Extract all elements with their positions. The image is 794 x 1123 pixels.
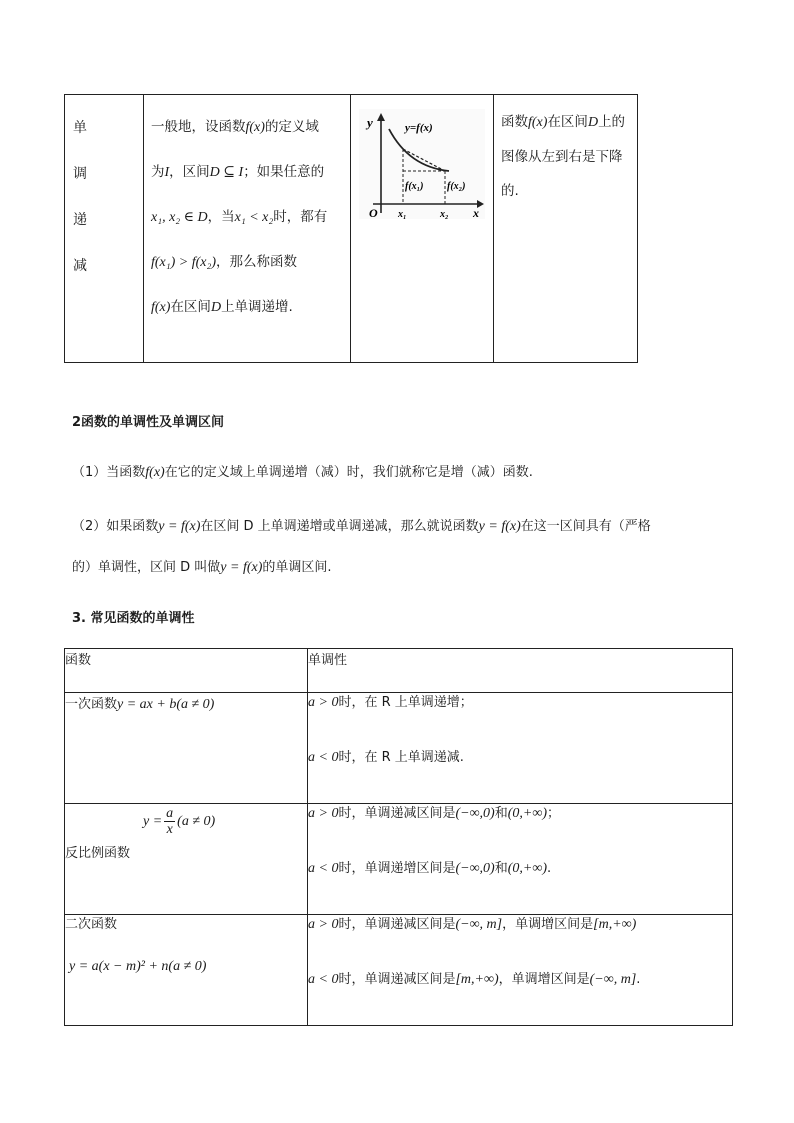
function-cell [65,915,308,1026]
monotonicity-cell [308,915,733,1026]
condition: a > 0 [308,806,339,821]
interval: (0,+∞) [507,861,548,876]
condition: a < 0 [308,861,339,876]
monotonicity-cell [308,693,733,804]
section2-item2-line1 [72,517,651,537]
table-row [65,804,733,915]
label-char: 单 [73,120,87,136]
def-math: D [210,300,222,315]
item2-text: 在这一区间具有（严格 [520,519,651,534]
def-math: f(x) [151,300,171,315]
y-axis-arrow [377,113,385,121]
decreasing-function-graph [359,109,485,219]
rule-text: 和 [494,861,508,876]
desc-text: 上的图像从左到右是下降的. [501,114,626,199]
item2-text: （2）如果函数 [72,519,159,534]
item2-text: 在区间 D 上单调递增或单调递减，那么就说函数 [200,519,479,534]
rule-text: ，单调增区间是 [498,972,590,987]
formula-denominator: x [166,822,173,837]
x1-label: x₁ [398,209,407,219]
x-axis-label: x [473,206,479,219]
x2-label: x₂ [440,209,449,219]
interval: [m,+∞) [455,972,499,987]
rule-text: 和 [494,806,508,821]
def-text: 在区间 [170,299,211,315]
curve-label: y=f(x) [405,122,433,134]
function-formula: y = a(x − m)² + n(a ≠ 0) [69,959,207,974]
function-name: 反比例函数 [65,846,131,861]
rule-text: ； [547,806,561,821]
interval: [m,+∞) [593,917,637,932]
interval: (−∞, m] [589,972,637,987]
monotonicity-line [308,804,732,859]
item2-math: y = f(x) [220,560,263,575]
def-math: f(x) [245,120,265,135]
monotonicity-line [308,859,732,914]
def-math: D ⊆ I [209,165,244,180]
def-text: 上单调递增. [221,299,293,315]
header-function: 函数 [65,649,308,693]
definition-cell [144,95,351,363]
rule-text: ，单调增区间是 [502,917,594,932]
table-header-row [65,649,733,693]
label-char: 递 [73,212,87,228]
item1-text: 在它的定义域上单调递增（减）时，我们就称它是增（减）函数. [164,465,533,480]
interval: (−∞,0) [455,806,495,821]
graph-cell [351,95,494,363]
desc-text: 在区间 [547,114,588,130]
interval: (−∞,0) [455,861,495,876]
desc-math: D [587,115,599,130]
def-text: ，当 [207,209,235,225]
origin-label: O [369,206,378,219]
section2-item1 [72,463,533,483]
def-math: x₁ < x₂ [234,210,274,225]
item2-math: y = f(x) [478,519,521,534]
formula-numerator: a [166,806,174,821]
rule-text: . [547,861,552,876]
definition-table [64,94,638,363]
def-text: 的定义域 [264,119,319,135]
item1-math: f(x) [145,465,165,480]
def-text: ，区间 [169,164,210,180]
monotonicity-line [308,915,732,970]
section2-heading: 2函数的单调性及单调区间 [72,415,225,430]
section2-item2-line2 [72,558,332,578]
def-text: ；如果任意的 [243,164,325,180]
secant-line [403,149,445,171]
def-text: 一般地，设函数 [151,119,246,135]
function-formula [143,806,215,837]
rule-text: 时，单调递减区间是 [338,917,456,932]
condition: a < 0 [308,750,339,765]
def-math: I [164,165,170,180]
monotonicity-cell [308,804,733,915]
item2-text: 的单调区间. [262,560,332,575]
rule-text: 时，在 R 上单调递增； [338,695,473,710]
condition: a < 0 [308,972,339,987]
function-name: 一次函数 [65,697,118,712]
item1-text: （1）当函数 [72,465,146,480]
section3-heading: 3. 常见函数的单调性 [72,611,195,626]
rule-text: . [636,972,641,987]
description-cell [494,95,638,363]
monotonicity-line [308,970,732,1025]
header-monotonicity: 单调性 [308,649,733,693]
rule-text: 时，单调递减区间是 [338,806,456,821]
monotonicity-line [308,693,732,748]
function-name: 二次函数 [65,917,118,932]
common-functions-table [64,648,733,1026]
function-curve [389,129,449,171]
function-cell [65,693,308,804]
label-char: 调 [73,166,87,182]
function-cell [65,804,308,915]
interval: (−∞, m] [455,917,503,932]
def-text: 时，都有 [273,209,328,225]
def-math: x₁, x₂ ∈ D [151,210,208,225]
table-row [65,915,733,1026]
label-cell [65,95,144,363]
fx2-label: f(x₂) [447,181,466,192]
condition: a > 0 [308,917,339,932]
monotonicity-line [308,748,732,803]
def-text: ，那么称函数 [216,254,298,270]
function-formula: y = ax + b(a ≠ 0) [117,697,215,712]
desc-math: f(x) [528,115,548,130]
rule-text: 时，单调递减区间是 [338,972,456,987]
rule-text: 时，单调递增区间是 [338,861,456,876]
condition: a > 0 [308,695,339,710]
fx1-label: f(x₁) [405,181,424,192]
y-axis-label: y [367,115,373,130]
rule-text: 时，在 R 上单调递减. [338,750,464,765]
formula-lhs: y = [143,813,163,829]
def-text: 为 [151,164,165,180]
formula-condition: (a ≠ 0) [177,813,216,829]
interval: (0,+∞) [507,806,548,821]
label-char: 减 [73,258,87,274]
item2-text: 的）单调性，区间 D 叫做 [72,560,221,575]
item2-math: y = f(x) [158,519,201,534]
def-math: f(x₁) > f(x₂) [151,255,217,270]
table-row [65,693,733,804]
desc-text: 函数 [501,114,528,130]
